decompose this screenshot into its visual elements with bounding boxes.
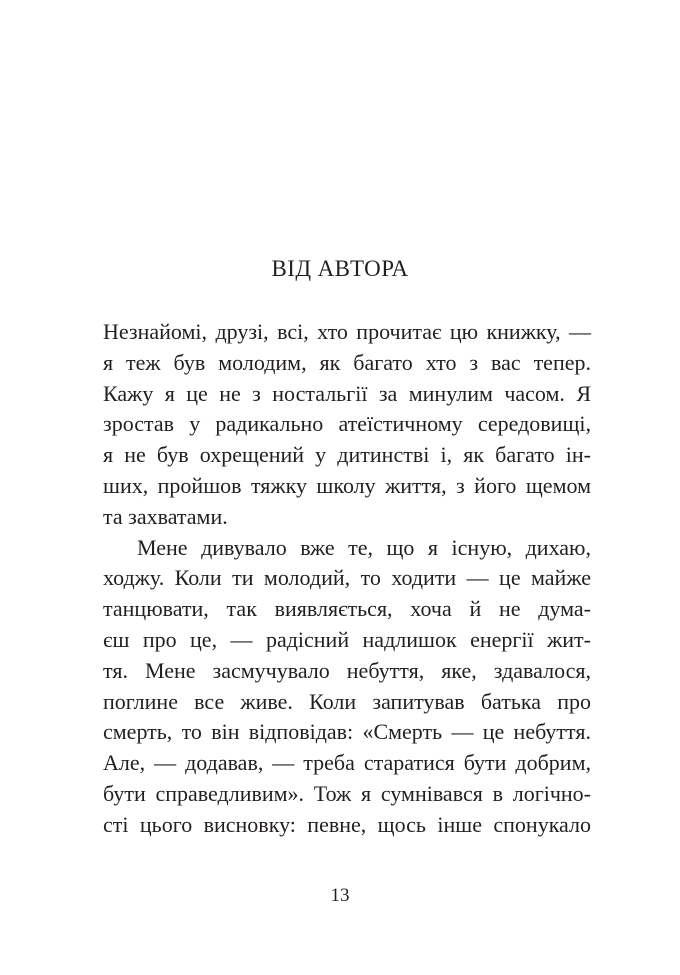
text-line: тя. Мене засмучувало небуття, яке, здавалося, [103, 657, 591, 683]
text-line: поглине все живе. Коли запитував батька про [103, 688, 591, 714]
text-line: та захватами. [103, 503, 228, 529]
text-line: Кажу я це не з ностальгії за минулим часом. Я [103, 380, 591, 406]
text-line: сті цього висновку: певне, щось інше спонукало [103, 811, 591, 837]
text-line: ших, пройшов тяжку школу життя, з його щемом [103, 472, 591, 498]
text-line: Але, — додавав, — треба старатися бути добрим, [103, 750, 591, 776]
text-line: ходжу. Коли ти молодий, то ходити — це майже [103, 565, 591, 591]
text-line: я теж був молодим, як багато хто з вас тепер. [103, 349, 591, 375]
text-line: я не був охрещений у дитинстві і, як багато ін- [103, 442, 591, 468]
text-line: смерть, то він відповідав: «Смерть — це небуття. [103, 719, 591, 745]
text-line: бути справедливим». Тож я сумнівався в логічно- [103, 780, 591, 806]
text-line: Мене дивувало вже те, що я існую, дихаю, [137, 534, 591, 560]
text-line: танцювати, так виявляється, хоча й не дума- [103, 596, 591, 622]
text-line: зростав у радикально атеїстичному середовищі, [103, 411, 591, 437]
page-number: 13 [330, 885, 350, 906]
body-text [103, 317, 591, 841]
text-line: єш про це, — радісний надлишок енергії жит- [103, 626, 591, 652]
text-line: Незнайомі, друзі, всі, хто прочитає цю книжку, — [103, 319, 591, 344]
page-title: ВІД АВТОРА [271, 256, 409, 281]
